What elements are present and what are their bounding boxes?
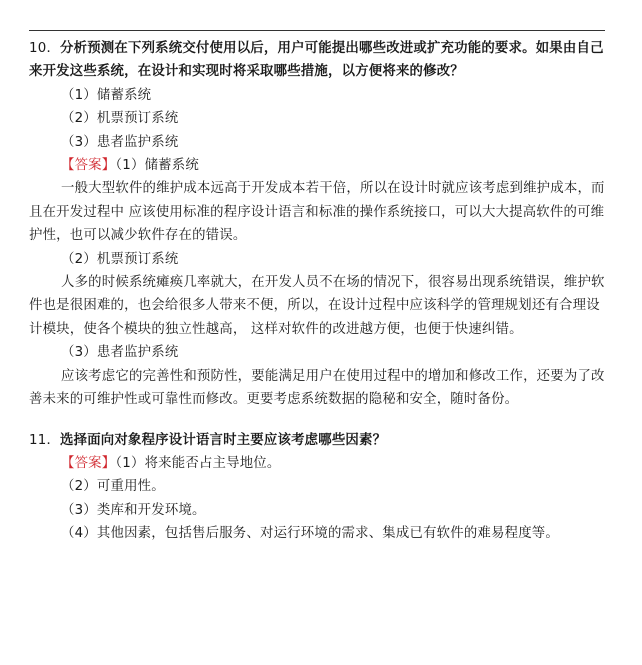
answer-11-item-4: （4）其他因素，包括售后服务、对运行环境的需求、集成已有软件的难易程度等。 (61, 526, 559, 542)
answer-11-item-2: （2）可重用性。 (61, 479, 165, 495)
question-11 (29, 429, 605, 546)
header-rule (29, 30, 605, 31)
answer-11-item-3: （3）类库和开发环境。 (61, 502, 206, 518)
question-11-text: 选择面向对象程序设计语言时主要应该考虑哪些因素？ (60, 432, 387, 448)
answer-10-paragraph-2: 人多的时候系统瘫痪几率就大，在开发人员不在场的情况下，很容易出现系统错误，维护软件也是很困难的，也会给很多人带来不便，所以，在设计过程中应该科学的管理规划还有合理设计模块，使各个模块的独立性越高， 这样对软件的改进越方便，也便于快速纠错。 (29, 275, 605, 337)
answer-11-line (29, 452, 605, 475)
option-1: （1）储蓄系统 (61, 87, 152, 103)
option-3: （3）患者监护系统 (61, 134, 179, 150)
answer-10-subheading-2: （2）机票预订系统 (61, 251, 179, 267)
answer-tag: 【答案】 (61, 455, 116, 471)
answer-tag: 【答案】 (61, 158, 116, 174)
question-11-title (29, 429, 605, 452)
answer-11-first: （1）将来能否占主导地位。 (115, 455, 281, 471)
option-2: （2）机票预订系统 (61, 111, 179, 127)
spacer (29, 412, 605, 429)
answer-10-line (29, 154, 605, 177)
document-content (29, 37, 605, 546)
question-10-text: 分析预测在下列系统交付使用以后，用户可能提出哪些改进或扩充功能的要求。如果由自己来开发这些系统，在设计和实现时将采取哪些措施，以方便将来的修改？ (29, 41, 604, 80)
answer-10-first: （1）储蓄系统 (115, 158, 199, 174)
answer-10-subheading-3: （3）患者监护系统 (61, 345, 179, 361)
question-10-number: 10． (29, 41, 61, 56)
question-10 (29, 37, 605, 412)
question-11-number: 11． (29, 432, 61, 448)
answer-10-paragraph-3: 应该考虑它的完善性和预防性，要能满足用户在使用过程中的增加和修改工作，还要为了改善未来的可维护性或可靠性而修改。更要考虑系统数据的隐秘和安全，随时备份。 (29, 368, 605, 408)
answer-10-paragraph-1: 一般大型软件的维护成本远高于开发成本若干倍，所以在设计时就应该考虑到维护成本，而且在开发过程中 应该使用标准的程序设计语言和标准的操作系统接口，可以大大提高软件的可维护性，也可以减少软件存在的错误。 (29, 181, 605, 244)
question-10-title (29, 37, 605, 84)
